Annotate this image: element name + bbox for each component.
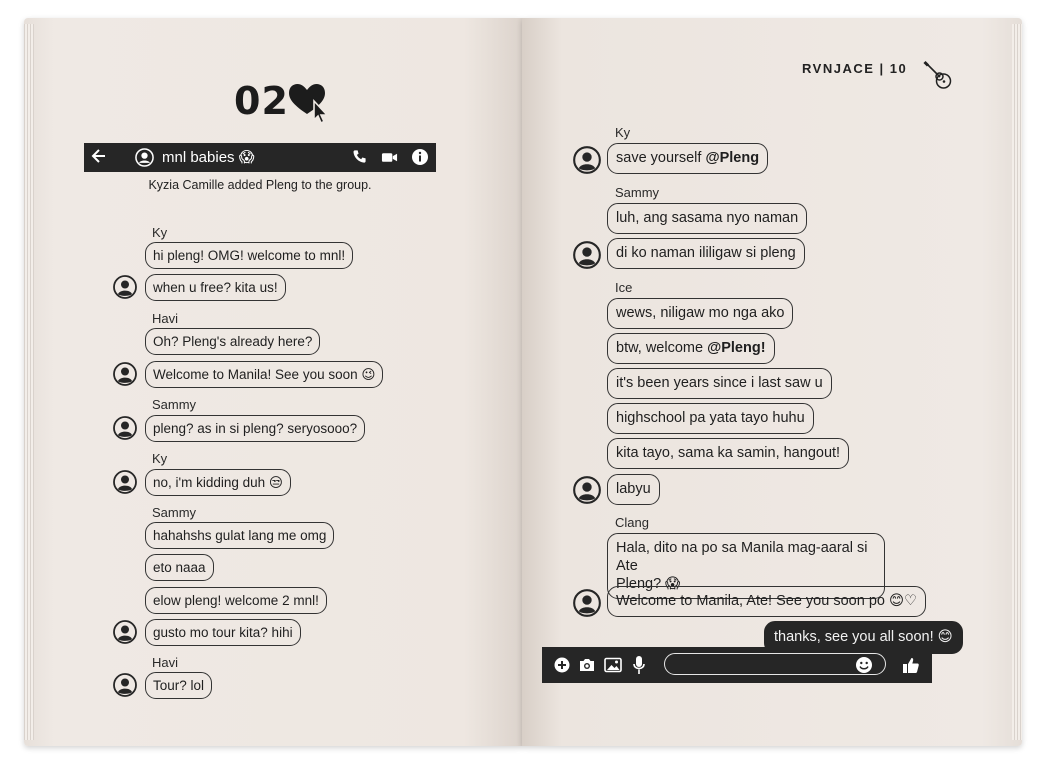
- info-icon[interactable]: [411, 148, 429, 171]
- user-avatar-icon[interactable]: [113, 416, 137, 440]
- smiley-icon[interactable]: [855, 656, 873, 674]
- message-bubble[interactable]: labyu: [607, 474, 660, 505]
- sender-name: Havi: [152, 311, 179, 326]
- message-text: Pleng? 😱: [616, 576, 681, 592]
- group-emoji: 😱: [238, 149, 255, 166]
- phone-icon[interactable]: [352, 149, 367, 169]
- sender-name: Clang: [615, 515, 649, 530]
- chapter-number: [234, 76, 333, 126]
- message-bubble[interactable]: eto naaa: [145, 554, 214, 581]
- system-message: Kyzia Camille added Pleng to the group.: [148, 178, 372, 192]
- chapter-number-text: 02: [234, 79, 289, 123]
- page-number: 10: [889, 61, 908, 76]
- user-avatar-icon[interactable]: [113, 620, 137, 644]
- arrow-left-icon[interactable]: [91, 147, 107, 170]
- message-bubble[interactable]: elow pleng! welcome 2 mnl!: [145, 587, 327, 614]
- message-bubble[interactable]: highschool pa yata tayo huhu: [607, 403, 814, 434]
- message-bubble[interactable]: Oh? Pleng's already here?: [145, 328, 320, 355]
- message-bubble[interactable]: [607, 333, 775, 364]
- message-text: save yourself: [616, 150, 706, 166]
- running-header: [802, 61, 907, 76]
- message-bubble[interactable]: di ko naman ililigaw si pleng: [607, 238, 805, 269]
- message-bubble[interactable]: wews, niligaw mo nga ako: [607, 298, 793, 329]
- sender-name: Havi: [152, 655, 179, 670]
- message-input-bar: [542, 647, 932, 683]
- mention-link[interactable]: @Pleng!: [707, 340, 766, 356]
- user-avatar-icon[interactable]: [113, 470, 137, 494]
- sender-name: Sammy: [152, 505, 197, 520]
- image-icon[interactable]: [604, 657, 622, 673]
- message-bubble[interactable]: hi pleng! OMG! welcome to mnl!: [145, 242, 353, 269]
- user-avatar-icon[interactable]: [113, 362, 137, 386]
- message-bubble[interactable]: gusto mo tour kita? hihi: [145, 619, 301, 646]
- author-name: RVNJACE: [802, 61, 875, 76]
- message-bubble[interactable]: Tour? lol: [145, 672, 212, 699]
- message-bubble[interactable]: when u free? kita us!: [145, 274, 286, 301]
- chat-header-bar: [84, 143, 436, 172]
- sender-name: Sammy: [615, 185, 660, 200]
- user-avatar-icon[interactable]: [573, 146, 601, 174]
- page-edge-right: [1012, 24, 1022, 740]
- sender-name: Sammy: [152, 397, 197, 412]
- sender-name: Ky: [152, 451, 168, 466]
- group-name-text: mnl babies: [162, 149, 235, 166]
- header-separator: |: [879, 61, 885, 76]
- own-message-bubble[interactable]: thanks, see you all soon! 😊: [764, 621, 963, 654]
- message-bubble[interactable]: it's been years since i last saw u: [607, 368, 832, 399]
- message-bubble[interactable]: Welcome to Manila! See you soon 😉: [145, 361, 383, 388]
- sender-name: Ky: [152, 225, 168, 240]
- message-bubble[interactable]: pleng? as in si pleng? seryosooo?: [145, 415, 365, 442]
- message-text: btw, welcome: [616, 340, 708, 356]
- user-avatar-icon[interactable]: [113, 275, 137, 299]
- group-avatar-icon[interactable]: [135, 148, 154, 172]
- user-avatar-icon[interactable]: [573, 476, 601, 504]
- camera-icon[interactable]: [578, 657, 596, 673]
- message-bubble[interactable]: hahahshs gulat lang me omg: [145, 522, 334, 549]
- sender-name: Ky: [615, 125, 631, 140]
- plus-icon[interactable]: [554, 657, 570, 673]
- sender-name: Ice: [615, 280, 633, 295]
- message-bubble[interactable]: no, i'm kidding duh 😒: [145, 469, 291, 496]
- mention-link[interactable]: @Pleng: [705, 150, 760, 166]
- video-icon[interactable]: [381, 151, 398, 169]
- user-avatar-icon[interactable]: [573, 589, 601, 617]
- group-name[interactable]: [162, 148, 254, 166]
- message-bubble[interactable]: luh, ang sasama nyo naman: [607, 203, 807, 234]
- microphone-icon[interactable]: [632, 655, 646, 675]
- user-avatar-icon[interactable]: [573, 241, 601, 269]
- message-input[interactable]: [664, 653, 886, 675]
- user-avatar-icon[interactable]: [113, 673, 137, 697]
- thumbs-up-icon[interactable]: [902, 656, 920, 674]
- message-bubble[interactable]: kita tayo, sama ka samin, hangout!: [607, 438, 849, 469]
- message-text: Hala, dito na po sa Manila mag-aaral si Ate: [616, 540, 868, 574]
- heart-cursor-icon: [287, 80, 333, 126]
- message-bubble[interactable]: [607, 143, 768, 174]
- guitar-icon: [922, 60, 954, 92]
- message-bubble[interactable]: Welcome to Manila, Ate! See you soon po 😊♡: [607, 586, 926, 617]
- page-edge-left: [24, 24, 34, 740]
